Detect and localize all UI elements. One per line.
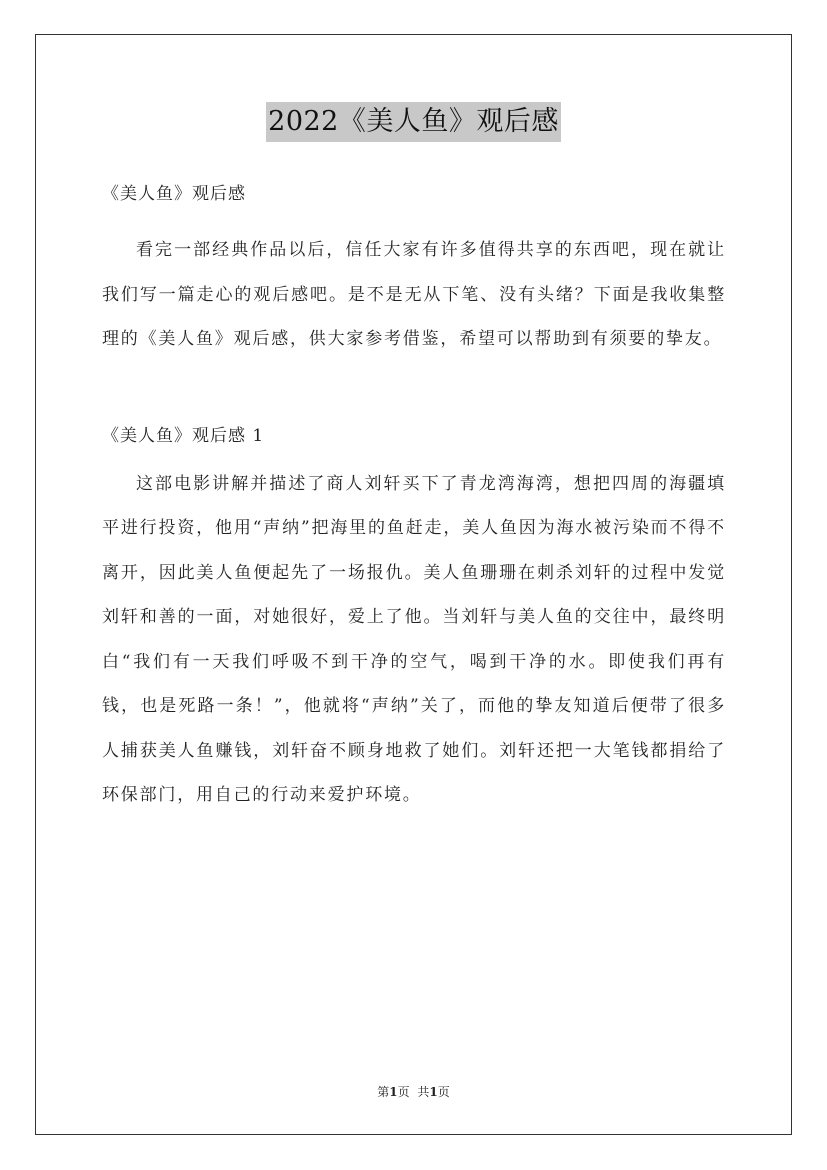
page-number: 1 <box>389 1085 398 1099</box>
total-pages: 1 <box>429 1085 438 1099</box>
document-title: 2022《美人鱼》观后感 <box>266 102 561 142</box>
page-suffix: 页 <box>397 1085 410 1099</box>
total-prefix: 共 <box>417 1085 430 1099</box>
page-footer <box>0 1084 827 1100</box>
section-spacer <box>102 362 726 416</box>
document-body <box>102 174 726 818</box>
intro-paragraph: 看完一部经典作品以后，信任大家有许多值得共享的东西吧，现在就让我们写一篇走心的观后感吧。是不是无从下笔、没有头绪？下面是我收集整理的《美人鱼》观后感，供大家参考借鉴，希望可以帮助到有须要的挚友。 <box>102 240 726 349</box>
title-wrapper <box>0 102 827 142</box>
intro-heading: 《美人鱼》观后感 <box>102 184 246 204</box>
section1-paragraph: 这部电影讲解并描述了商人刘轩买下了青龙湾海湾，想把四周的海疆填平进行投资，他用“声纳”把海里的鱼赶走，美人鱼因为海水被污染而不得不离开，因此美人鱼便起先了一场报仇。美人鱼珊珊在刺杀刘轩的过程中发觉刘轩和善的一面，对她很好，爱上了他。当刘轩与美人鱼的交往中，最终明白“我们有一天我们呼吸不到干净的空气，喝到干净的水。即使我们再有钱，也是死路一条！”，他就将“声纳”关了，而他的挚友知道后便带了很多人捕获美人鱼赚钱，刘轩奋不顾身地救了她们。刘轩还把一大笔钱都捐给了环保部门，用自己的行动来爱护环境。 <box>102 473 726 805</box>
page-prefix: 第 <box>377 1085 390 1099</box>
total-suffix: 页 <box>437 1085 450 1099</box>
section1-heading: 《美人鱼》观后感 1 <box>102 425 265 446</box>
